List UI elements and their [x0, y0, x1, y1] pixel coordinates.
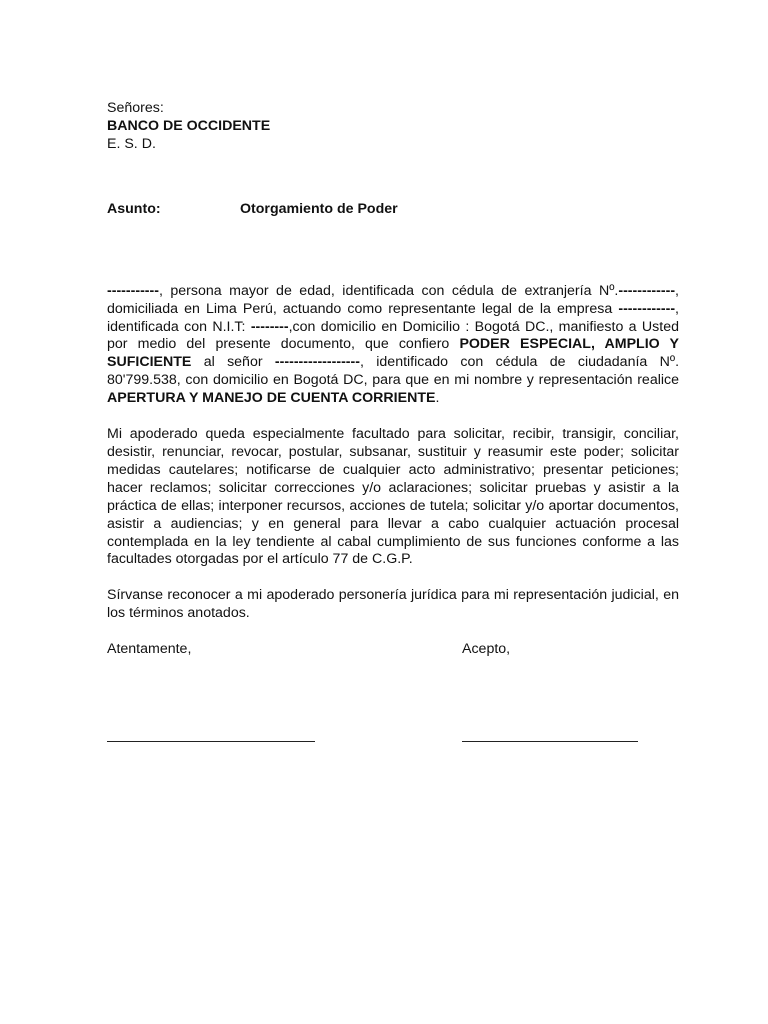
paragraph-text: , domiciliada en Lima Perú, actuando como representante legal de la empresa — [107, 282, 679, 317]
paragraph-text: . — [435, 390, 440, 407]
attorney-placeholder: ------------------ — [274, 354, 360, 371]
signature-line-attorney — [462, 729, 638, 742]
paragraph-recognition: Sírvanse reconocer a mi apoderado personería jurídica para mi representación judicial, en los términos anotados. — [107, 587, 679, 622]
power-type: PODER ESPECIAL, AMPLIO Y SUFICIENTE — [107, 336, 679, 371]
paragraph-text: ,con domicilio en Domicilio : Bogotá DC., manifiesto a Usted por medio del presente documento, que confiero — [107, 318, 679, 353]
salutation: Señores: — [107, 100, 164, 116]
letter-page — [107, 100, 679, 747]
power-purpose: APERTURA Y MANEJO DE CUENTA CORRIENTE — [107, 390, 436, 407]
signature-row — [107, 729, 679, 747]
recipient-name: BANCO DE OCCIDENTE — [107, 117, 271, 134]
paragraph-text: , identificada con N.I.T: — [107, 300, 679, 335]
subject-label: Asunto: — [107, 200, 161, 217]
esd-line: E. S. D. — [107, 135, 156, 152]
closing-right: Acepto, — [462, 641, 511, 658]
company-placeholder: ------------ — [618, 300, 676, 317]
closing-row — [107, 641, 679, 659]
paragraph-text: al señor — [191, 354, 275, 371]
nit-placeholder: -------- — [250, 318, 289, 335]
letter-header — [107, 100, 679, 154]
id-placeholder: ------------ — [618, 282, 676, 299]
paragraph-text: , persona mayor de edad, identificada con cédula de extranjería Nº. — [158, 282, 619, 299]
paragraph-grant — [107, 283, 679, 408]
paragraph-text: , identificado con cédula de ciudadanía Nº. 80'799.538, con domicilio en Bogotá DC, para que en mi nombre y representación realice — [107, 354, 680, 389]
grantor-placeholder: ----------- — [107, 282, 159, 299]
paragraph-faculties: Mi apoderado queda especialmente facultado para solicitar, recibir, transigir, conciliar, desistir, renunciar, revocar, postular, subsanar, sustituir y reasumir este poder; solicitar medidas cautelares; notificarse de cualquier acto administrativo; presentar peticiones; hacer reclamos; solicitar correcciones y/o aclaraciones; solicitar pruebas y asistir a la práctica de ellas; interponer recursos, acciones de tutela; solicitar y/o aportar documentos, asistir a audiencias; y en general para llevar a cabo cualquier actuación procesal contemplada en la ley tendiente al cabal cumplimiento de sus funciones conforme a las facultades otorgadas por el artículo 77 de C.G.P. — [107, 426, 679, 568]
signature-line-grantor — [107, 729, 315, 742]
subject-value: Otorgamiento de Poder — [240, 200, 398, 217]
closing-left: Atentamente, — [107, 641, 192, 658]
subject-line — [107, 201, 679, 219]
